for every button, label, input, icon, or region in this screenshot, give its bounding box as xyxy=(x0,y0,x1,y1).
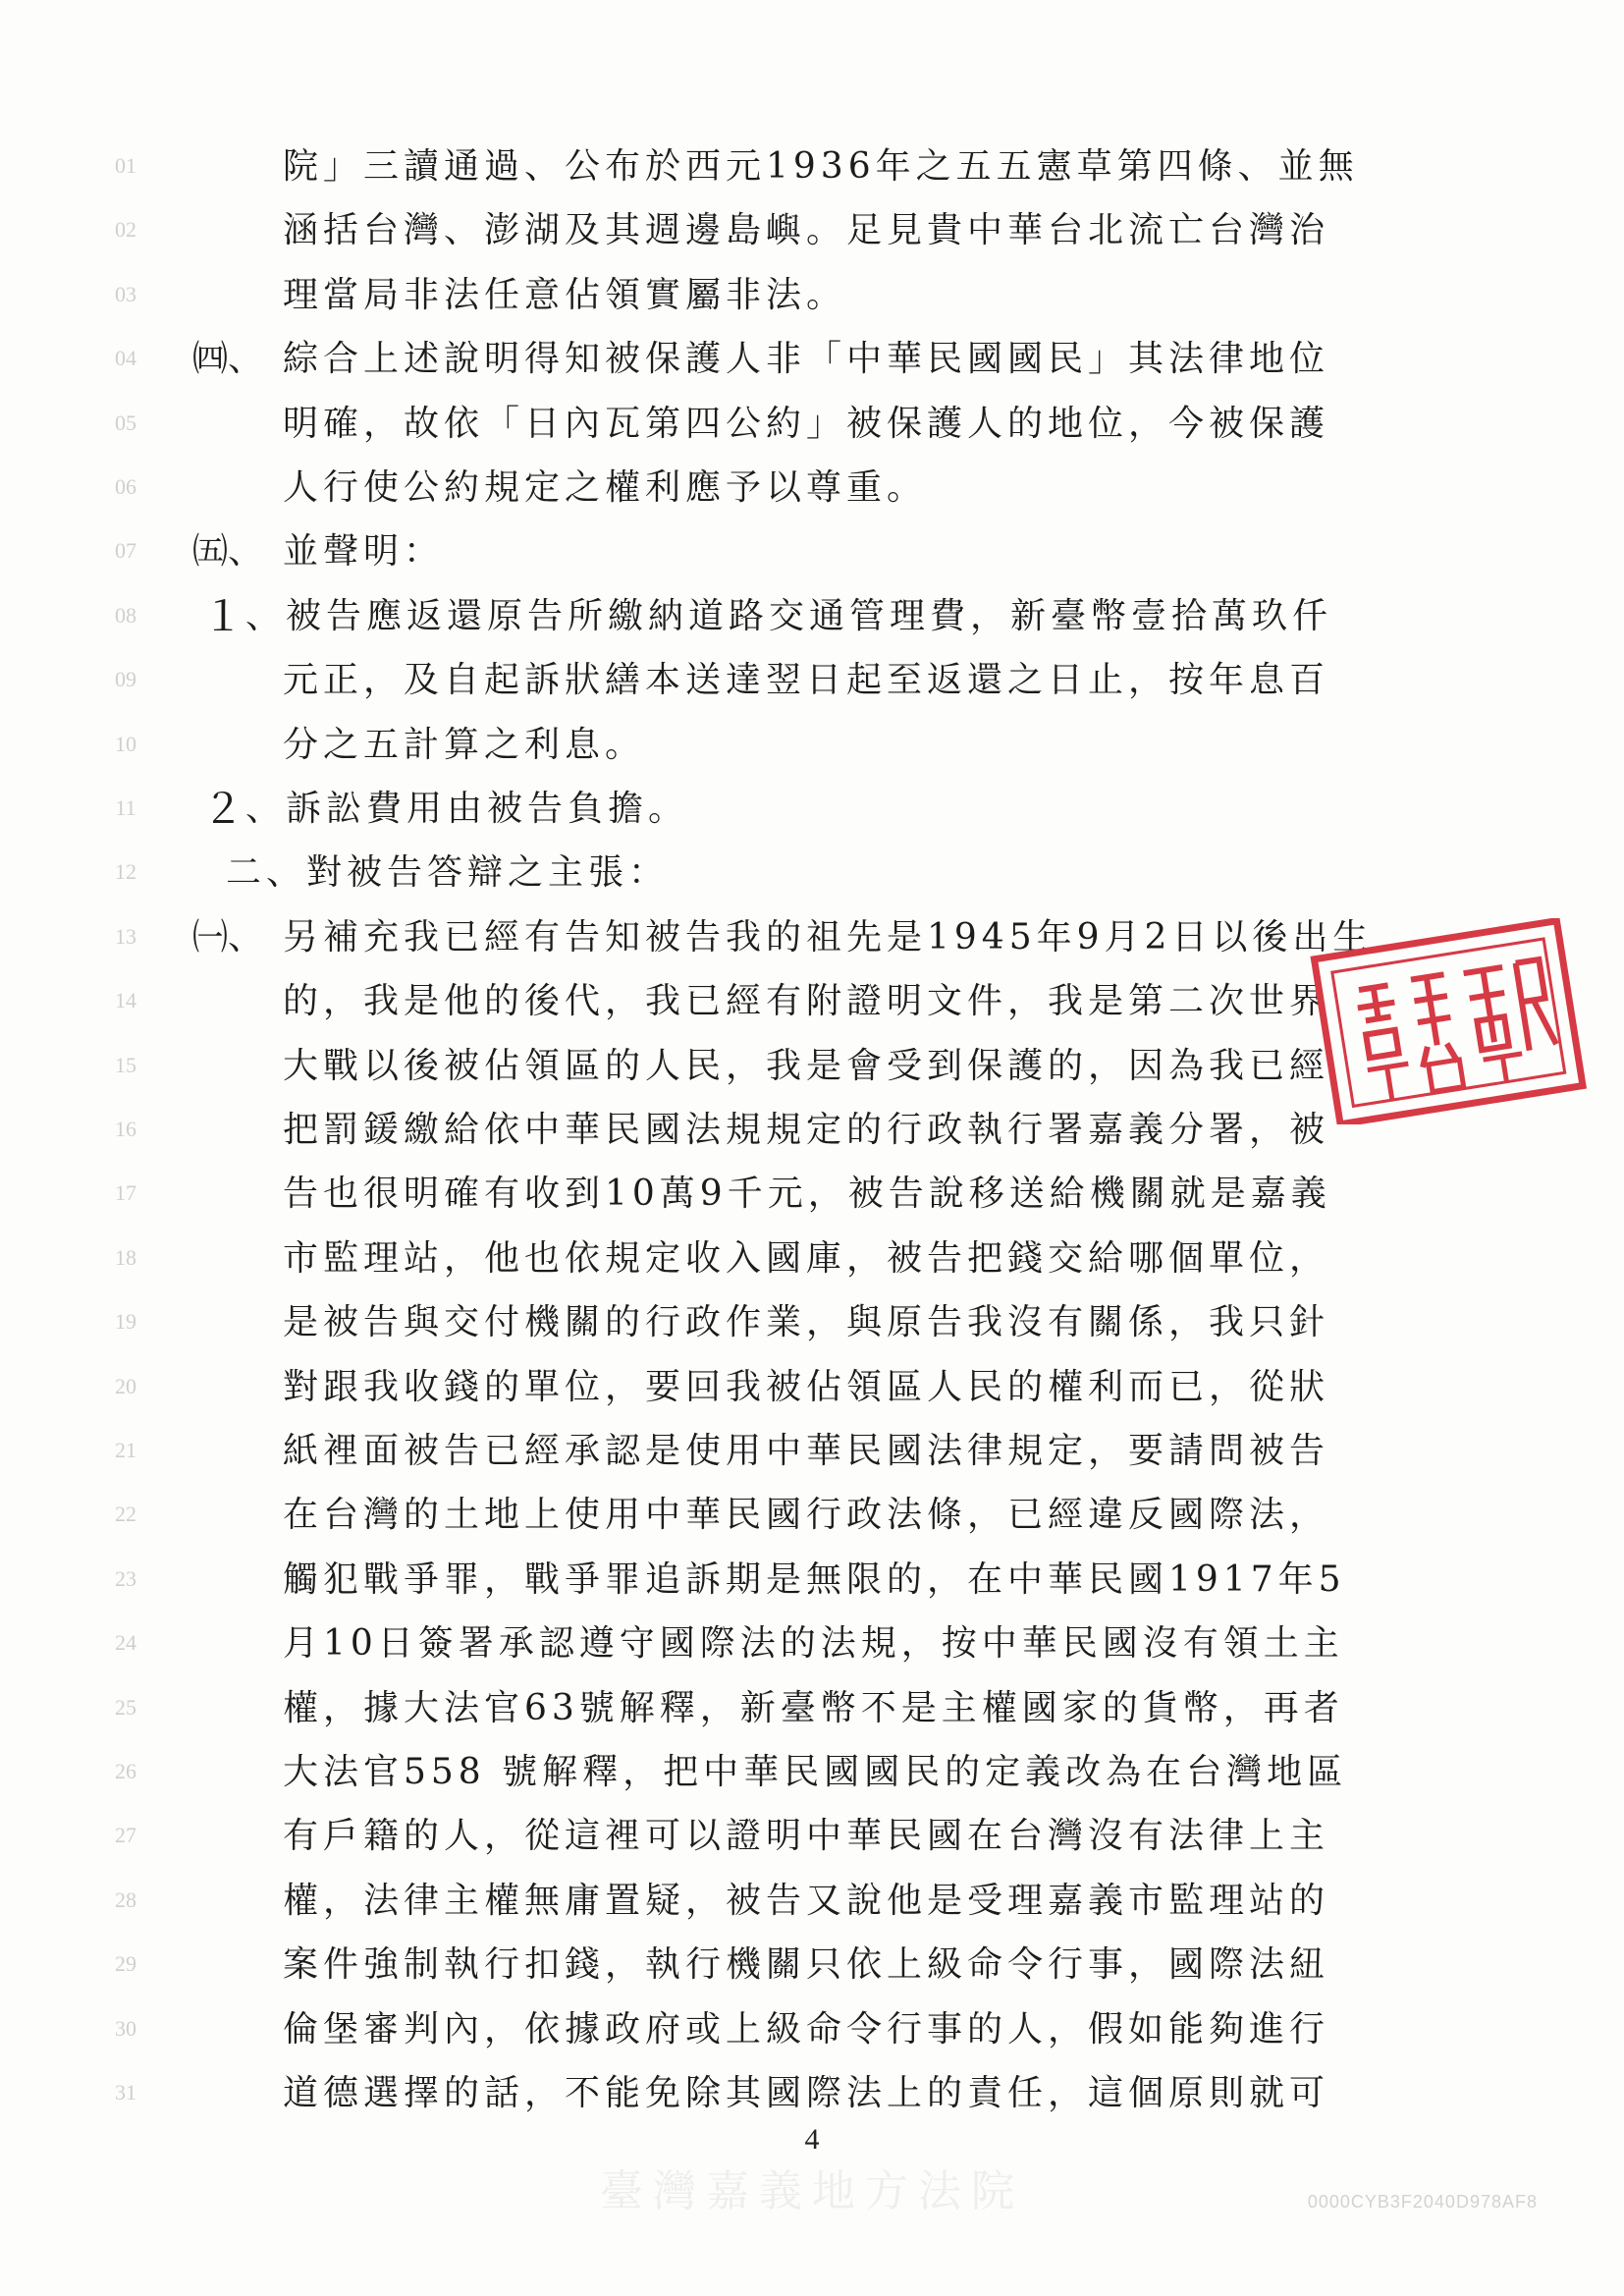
line-number: 12 xyxy=(115,859,136,884)
line-number: 27 xyxy=(115,1823,136,1847)
document-line xyxy=(0,1494,1624,1549)
line-text: 案件強制執行扣錢，執行機關只依上級命令行事，國際法紐 xyxy=(283,1944,1330,1985)
document-line xyxy=(0,1237,1624,1292)
line-number: 06 xyxy=(115,474,136,499)
line-text: 權，據大法官63號解釋，新臺幣不是主權國家的貨幣，再者 xyxy=(283,1688,1344,1728)
item-marker: ㈠、 xyxy=(192,917,264,957)
line-text: 分之五計算之利息。 xyxy=(283,725,646,765)
document-line xyxy=(0,1815,1624,1870)
line-number: 25 xyxy=(115,1695,136,1720)
document-line xyxy=(0,403,1624,458)
line-number: 15 xyxy=(115,1053,136,1077)
line-number: 16 xyxy=(115,1117,136,1141)
line-number: 30 xyxy=(115,2016,136,2041)
line-text: 在台灣的土地上使用中華民國行政法條，已經違反國際法， xyxy=(283,1495,1330,1535)
line-text: 元正，及自起訴狀繕本送達翌日起至返還之日止，按年息百 xyxy=(283,660,1330,700)
line-number: 21 xyxy=(115,1438,136,1462)
line-text: 院」三讀通過、公布於西元1936年之五五憲草第四條、並無 xyxy=(283,146,1359,187)
line-number: 08 xyxy=(115,603,136,628)
line-number: 22 xyxy=(115,1502,136,1526)
document-line xyxy=(0,1173,1624,1228)
line-text: 涵括台灣、澎湖及其週邊島嶼。足見貴中華台北流亡台灣治 xyxy=(283,210,1330,250)
line-number: 17 xyxy=(115,1180,136,1205)
line-text: 並聲明： xyxy=(283,531,445,572)
line-text: 對跟我收錢的單位，要回我被佔領區人民的權利而已，從狀 xyxy=(283,1367,1330,1407)
document-line xyxy=(0,1880,1624,1935)
line-text: 人行使公約規定之權利應予以尊重。 xyxy=(283,467,928,508)
page-number: 4 xyxy=(804,2123,820,2156)
document-id: 0000CYB3F2040D978AF8 xyxy=(1307,2192,1538,2212)
document-line xyxy=(0,1943,1624,1998)
line-number: 02 xyxy=(115,217,136,242)
document-line xyxy=(0,724,1624,779)
line-text: 市監理站，他也依規定收入國庫，被告把錢交給哪個單位， xyxy=(283,1238,1330,1279)
line-text: 另補充我已經有告知被告我的祖先是1945年9月2日以後出生 xyxy=(283,917,1374,957)
line-text: 權，法律主權無庸置疑，被告又說他是受理嘉義市監理站的 xyxy=(283,1881,1330,1921)
document-line xyxy=(0,2008,1624,2063)
line-text: 觸犯戰爭罪，戰爭罪追訴期是無限的，在中華民國1917年5 xyxy=(283,1559,1346,1600)
line-number: 03 xyxy=(115,282,136,306)
line-text: 把罰鍰繳給依中華民國法規規定的行政執行署嘉義分署，被 xyxy=(283,1110,1330,1150)
document-line xyxy=(0,659,1624,714)
line-number: 11 xyxy=(115,795,136,820)
line-text: 倫堡審判內，依據政府或上級命令行事的人，假如能夠進行 xyxy=(283,2009,1330,2050)
line-text: 、被告應返還原告所繳納道路交通管理費，新臺幣壹拾萬玖仟 xyxy=(245,596,1333,636)
line-text: 大戰以後被佔領區的人民，我是會受到保護的，因為我已經 xyxy=(283,1046,1330,1086)
line-text: 綜合上述說明得知被保護人非「中華民國國民」其法律地位 xyxy=(283,339,1330,379)
line-number: 20 xyxy=(115,1374,136,1398)
line-number: 09 xyxy=(115,667,136,691)
line-text: 紙裡面被告已經承認是使用中華民國法律規定，要請問被告 xyxy=(283,1431,1330,1471)
court-seal-stamp xyxy=(1296,918,1591,1124)
document-line xyxy=(0,145,1624,200)
document-line xyxy=(0,209,1624,264)
line-text: 的，我是他的後代，我已經有附證明文件，我是第二次世界 xyxy=(283,981,1330,1021)
line-text: 、訴訟費用由被告負擔。 xyxy=(245,789,689,829)
document-line xyxy=(0,2072,1624,2127)
line-number: 04 xyxy=(115,346,136,370)
line-text: 有戶籍的人，從這裡可以證明中華民國在台灣沒有法律上主 xyxy=(283,1816,1330,1856)
document-line xyxy=(0,466,1624,521)
line-number: 18 xyxy=(115,1245,136,1270)
line-text: 二、對被告答辯之主張： xyxy=(226,852,670,893)
line-number: 19 xyxy=(115,1309,136,1334)
line-text: 是被告與交付機關的行政作業，與原告我沒有關係，我只針 xyxy=(283,1302,1330,1342)
line-number: 28 xyxy=(115,1887,136,1912)
item-marker: １ xyxy=(202,592,244,640)
line-text: 月10日簽署承認遵守國際法的法規，按中華民國沒有領土主 xyxy=(283,1623,1344,1664)
item-marker: ㈣、 xyxy=(192,339,264,379)
line-number: 14 xyxy=(115,988,136,1012)
line-number: 01 xyxy=(115,153,136,178)
document-line xyxy=(0,274,1624,329)
document-line xyxy=(0,1430,1624,1485)
document-line xyxy=(0,338,1624,393)
line-number: 31 xyxy=(115,2080,136,2105)
faint-court-watermark: 臺灣嘉義地方法院 xyxy=(600,2166,1024,2216)
line-text: 道德選擇的話，不能免除其國際法上的責任，這個原則就可 xyxy=(283,2073,1330,2113)
line-text: 告也很明確有收到10萬9千元，被告說移送給機關就是嘉義 xyxy=(283,1174,1331,1214)
document-line xyxy=(0,1301,1624,1356)
document-line xyxy=(0,851,1624,906)
document-line xyxy=(0,785,1624,843)
line-number: 23 xyxy=(115,1566,136,1591)
document-line xyxy=(0,1622,1624,1677)
document-line xyxy=(0,1366,1624,1421)
line-text: 明確，故依「日內瓦第四公約」被保護人的地位，今被保護 xyxy=(283,404,1330,444)
line-number: 13 xyxy=(115,924,136,949)
document-line xyxy=(0,1751,1624,1806)
line-text: 理當局非法任意佔領實屬非法。 xyxy=(283,275,847,315)
line-number: 05 xyxy=(115,410,136,435)
line-number: 10 xyxy=(115,732,136,756)
line-number: 07 xyxy=(115,538,136,563)
line-number: 29 xyxy=(115,1951,136,1976)
document-line xyxy=(0,1687,1624,1742)
line-text: 大法官558 號解釋，把中華民國國民的定義改為在台灣地區 xyxy=(283,1752,1348,1792)
document-line xyxy=(0,530,1624,585)
line-number: 26 xyxy=(115,1759,136,1783)
item-marker: ㈤、 xyxy=(192,531,264,572)
line-number: 24 xyxy=(115,1630,136,1655)
document-line xyxy=(0,1558,1624,1613)
item-marker: ２ xyxy=(202,785,244,833)
document-line xyxy=(0,592,1624,650)
